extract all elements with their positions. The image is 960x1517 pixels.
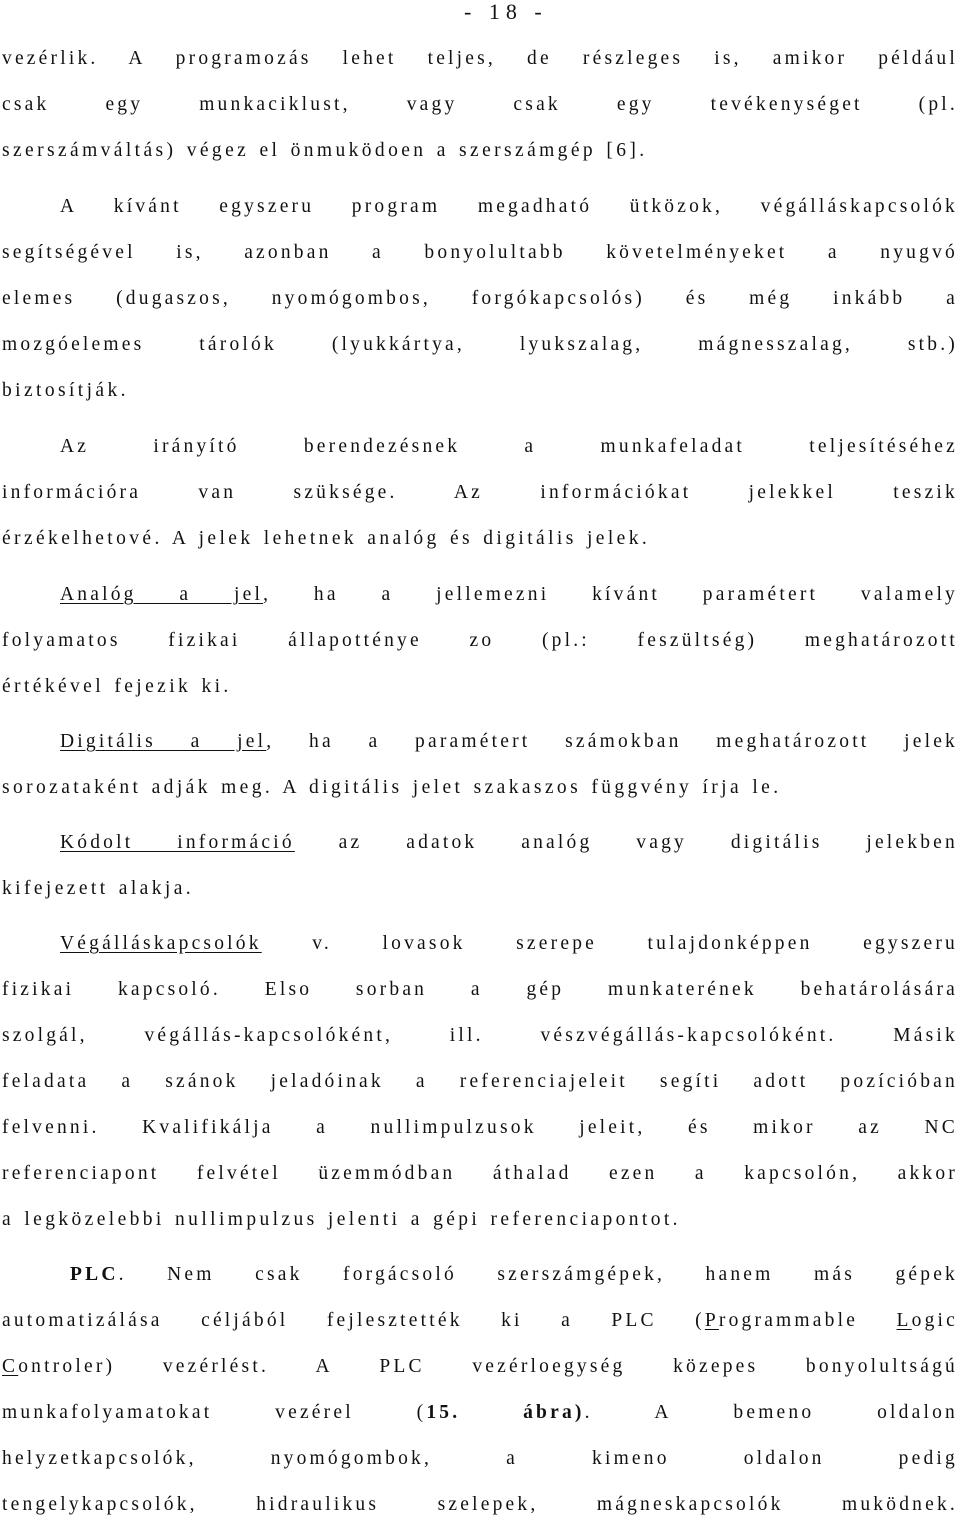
text-run: munkafolyamatokat vezérel ( [2, 1402, 427, 1423]
text-line: szolgál, végállás-kapcsolóként, ill. vészvégállás-kapcsolóként. Másik [2, 1025, 958, 1046]
text-line: mozgóelemes tárolók (lyukkártya, lyukszalag, mágnesszalag, stb.) [2, 334, 958, 355]
text-run: v. lovasok szerepe tulajdonképpen egyszeru [261, 933, 958, 954]
text-line [60, 932, 958, 956]
acronym-letter-l: L [896, 1310, 912, 1331]
page-number: - 18 - [464, 0, 548, 24]
text-line [2, 1355, 958, 1379]
text-line: folyamatos fizikai állapotténye zo (pl.: feszültség) meghatározott [2, 630, 958, 651]
text-line: fizikai kapcsoló. Elso sorban a gép munkaterének behatárolására [2, 979, 958, 1000]
term-coded-info: Kódolt információ [60, 832, 295, 853]
text-run: az adatok analóg vagy digitális jelekben [294, 832, 958, 853]
text-line: feladata a szánok jeladóinak a referenciajeleit segíti adott pozícióban [2, 1071, 958, 1092]
text-line: referenciapont felvétel üzemmódban áthalad ezen a kapcsolón, akkor [2, 1163, 958, 1184]
text-line [60, 831, 958, 855]
text-line [2, 1309, 958, 1333]
text-line: tengelykapcsolók, hidraulikus szelepek, mágneskapcsolók muködnek. [2, 1494, 958, 1515]
text-line: segítségével is, azonban a bonyolultabb követelményeket a nyugvó [2, 242, 958, 263]
text-line [60, 730, 958, 754]
text-line [2, 1401, 958, 1425]
text-line: érzékelhetové. A jelek lehetnek analóg és digitális jelek. [2, 528, 651, 549]
term-digital: Digitális a jel [60, 731, 267, 752]
acronym-letter-p: P [704, 1310, 719, 1331]
term-plc: PLC [70, 1264, 119, 1285]
text-line: vezérlik. A programozás lehet teljes, de részleges is, amikor például [2, 48, 958, 69]
text-line: csak egy munkaciklust, vagy csak egy tevékenységet (pl. [2, 94, 958, 115]
text-run: . Nem csak forgácsoló szerszámgépek, hanem más gépek [118, 1264, 958, 1285]
text-run: automatizálása céljából fejlesztették ki a PLC ( [2, 1310, 705, 1331]
text-line: A kívánt egyszeru program megadható ütközok, végálláskapcsolók [60, 196, 958, 217]
text-line [70, 1263, 958, 1287]
text-line: felvenni. Kvalifikálja a nullimpulzusok jeleit, és mikor az NC [2, 1117, 958, 1138]
text-run: rogrammable [718, 1310, 897, 1331]
text-line: helyzetkapcsolók, nyomógombok, a kimeno oldalon pedig [2, 1448, 958, 1469]
term-analog: Analóg a jel [60, 584, 264, 605]
text-line: információra van szüksége. Az információkat jelekkel teszik [2, 482, 958, 503]
text-line: Az irányító berendezésnek a munkafeladat teljesítéséhez [60, 436, 958, 457]
text-run: ogic [911, 1310, 958, 1331]
text-line: kifejezett alakja. [2, 878, 195, 899]
acronym-letter-c: C [2, 1356, 19, 1377]
text-run: . A bemeno oldalon [584, 1402, 958, 1423]
text-line: szerszámváltás) végez el önmuködoen a szerszámgép [6]. [2, 140, 648, 161]
text-line: elemes (dugaszos, nyomógombos, forgókapcsolós) és még inkább a [2, 288, 958, 309]
text-line: sorozataként adják meg. A digitális jelet szakaszos függvény írja le. [2, 777, 782, 798]
text-line [60, 583, 958, 607]
text-run: , ha a jellemezni kívánt paramétert valamely [263, 584, 959, 605]
term-limit-switches: Végálláskapcsolók [60, 933, 262, 954]
text-run: ontroler) vezérlést. A PLC vezérloegység közepes bonyolultságú [18, 1356, 958, 1377]
figure-reference: 15. ábra) [426, 1402, 585, 1423]
text-line: biztosítják. [2, 380, 129, 401]
text-line: értékével fejezik ki. [2, 676, 232, 697]
text-line: a legközelebbi nullimpulzus jelenti a gépi referenciapontot. [2, 1209, 681, 1230]
text-run: , ha a paramétert számokban meghatározott jelek [266, 731, 958, 752]
